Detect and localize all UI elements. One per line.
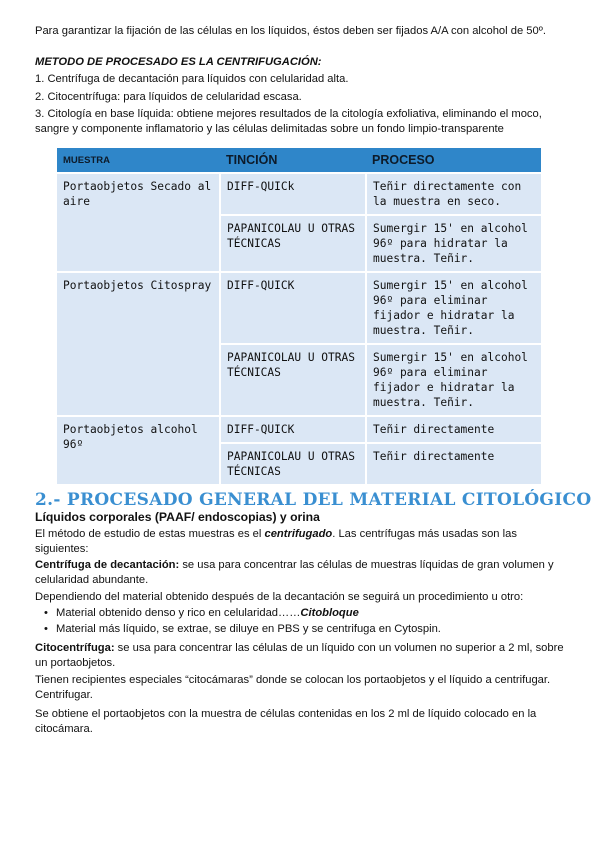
cell-tincion: DIFF-QUICK (220, 272, 366, 344)
centrifugation-paragraph (35, 527, 570, 557)
cell-muestra: Portaobjetos Citospray (57, 272, 220, 416)
text-run: El método de estudio de estas muestras es el (35, 528, 265, 540)
cell-tincion: DIFF-QUICK (220, 416, 366, 443)
bullet-icon: • (44, 623, 48, 635)
text-run: se usa para concentrar las células de un líquido con un volumen no superior a 2 ml, sobre un portaobjetos. (35, 642, 564, 669)
cytochamber-paragraph: Tienen recipientes especiales “citocámaras” donde se colocan los portaobjetos y el líquido a centrifugar. Centrifugar. (35, 674, 551, 701)
cell-proceso: Teñir directamente (366, 416, 541, 443)
cell-proceso: Sumergir 15' en alcohol 96º para eliminar fijador e hidratar la muestra. Teñir. (366, 344, 541, 416)
text-run: Material obtenido denso y rico en celularidad…… (56, 607, 301, 619)
section-title: 2.- PROCESADO GENERAL DEL MATERIAL CITOLÓGICO (35, 490, 592, 510)
cell-tincion: DIFF-QUICk (220, 173, 366, 215)
slide-paragraph: Se obtiene el portaobjetos con la muestra de células contenidas en los 2 ml de líquido colocado en la citocámara. (35, 708, 537, 735)
cell-proceso: Teñir directamente con la muestra en seco. (366, 173, 541, 215)
staining-table (57, 148, 541, 484)
emphasis-citobloque: Citobloque (300, 607, 359, 619)
cell-tincion: PAPANICOLAU U OTRAS TÉCNICAS (220, 344, 366, 416)
term-decantation: Centrífuga de decantación: (35, 559, 180, 571)
header-tincion: TINCIÓN (220, 148, 366, 173)
cell-muestra: Portaobjetos alcohol 96º (57, 416, 220, 484)
cytocentrifuge-paragraph (35, 641, 570, 671)
text-run: se usa para concentrar las células de muestras líquidas de gran volumen y celularidad abundante. (35, 559, 554, 586)
table-header-row (57, 148, 541, 173)
cell-proceso: Sumergir 15' en alcohol 96º para hidratar la muestra. Teñir. (366, 215, 541, 272)
table-row (57, 173, 541, 215)
table-row (57, 416, 541, 443)
header-proceso: PROCESO (366, 148, 541, 173)
decantation-paragraph (35, 558, 570, 588)
method-item-3: 3. Citología en base líquida: obtiene mejores resultados de la citología exfoliativa, eliminando el moco, sangre y componente inflamatorio y las células delimitadas sobre un fondo limpio-transparente (35, 108, 542, 135)
method-item-2: 2. Citocentrífuga: para líquidos de celularidad escasa. (35, 91, 302, 103)
cell-proceso: Sumergir 15' en alcohol 96º para eliminar fijador e hidratar la muestra. Teñir. (366, 272, 541, 344)
emphasis-centrifugado: centrifugado (264, 528, 333, 540)
method-heading: METODO DE PROCESADO ES LA CENTRIFUGACIÓN: (35, 56, 322, 68)
cell-tincion: PAPANICOLAU U OTRAS TÉCNICAS (220, 443, 366, 484)
procedure-paragraph: Dependiendo del material obtenido después de la decantación se seguirá un procedimiento u otro: (35, 591, 524, 603)
list-item (35, 605, 570, 621)
bullet-icon: • (44, 607, 48, 619)
cell-muestra: Portaobjetos Secado al aire (57, 173, 220, 272)
intro-paragraph: Para garantizar la fijación de las células en los líquidos, éstos deben ser fijados A/A con alcohol de 50º. (35, 25, 546, 37)
term-cytocentrifuge: Citocentrífuga: (35, 642, 115, 654)
cell-tincion: PAPANICOLAU U OTRAS TÉCNICAS (220, 215, 366, 272)
table-row (57, 272, 541, 344)
cell-proceso: Teñir directamente (366, 443, 541, 484)
text-run: . Las centrífugas más usadas son las siguientes: (35, 528, 517, 555)
text-run: Material más líquido, se extrae, se diluye en PBS y se centrifuga en Cytospin. (56, 623, 441, 635)
section-subtitle: Líquidos corporales (PAAF/ endoscopias) y orina (35, 510, 320, 524)
method-item-1: 1. Centrífuga de decantación para líquidos con celularidad alta. (35, 73, 349, 85)
header-muestra: MUESTRA (57, 148, 220, 173)
list-item (35, 621, 570, 637)
procedure-list (35, 605, 570, 637)
